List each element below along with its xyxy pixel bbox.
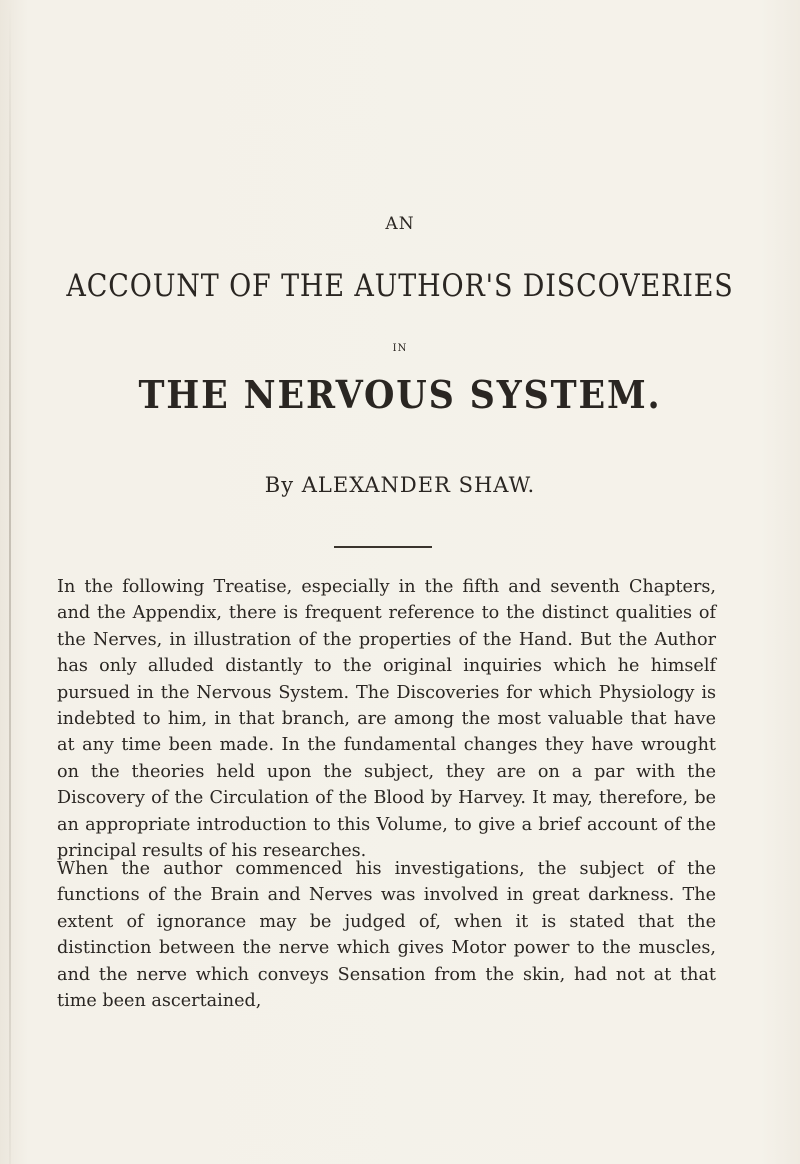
body-paragraph-1: In the following Treatise, especially in the fifth and seventh Chapters, and the Appendix, there is frequent reference to the distinct qualities of the Nerves, in illustration of the properties of the Hand. But the Author has only alluded distantly to the original inquiries which he himself pursued in the Nervous System. The Discoveries for which Physiology is indebted to him, in that branch, are among the most valuable that have at any time been made. In the fundamental changes they have wrought on the theories held upon the subject, they are on a par with the Discovery of the Circulation of the Blood by Harvey. It may, therefore, be an appropriate introduction to this Volume, to give a brief account of the principal results of his researches. [57, 577, 716, 862]
page-subtitle: THE NERVOUS SYSTEM. [138, 372, 662, 417]
binding-gutter [9, 0, 11, 1164]
body-paragraph-2: When the author commenced his investigations, the subject of the functions of the Brain and Nerves was involved in great darkness. The extent of ignorance may be judged of, when it is stated that the distinction between the nerve which gives Motor power to the muscles, and the nerve which conveys Sensation from the skin, had not at that time been ascertained, [57, 859, 716, 1012]
heading-article: AN [385, 214, 415, 234]
section-divider [334, 546, 432, 548]
heading-connector: IN [392, 343, 408, 354]
page-title: ACCOUNT OF THE AUTHOR'S DISCOVERIES [66, 268, 734, 304]
author-byline: By ALEXANDER SHAW. [264, 473, 536, 497]
